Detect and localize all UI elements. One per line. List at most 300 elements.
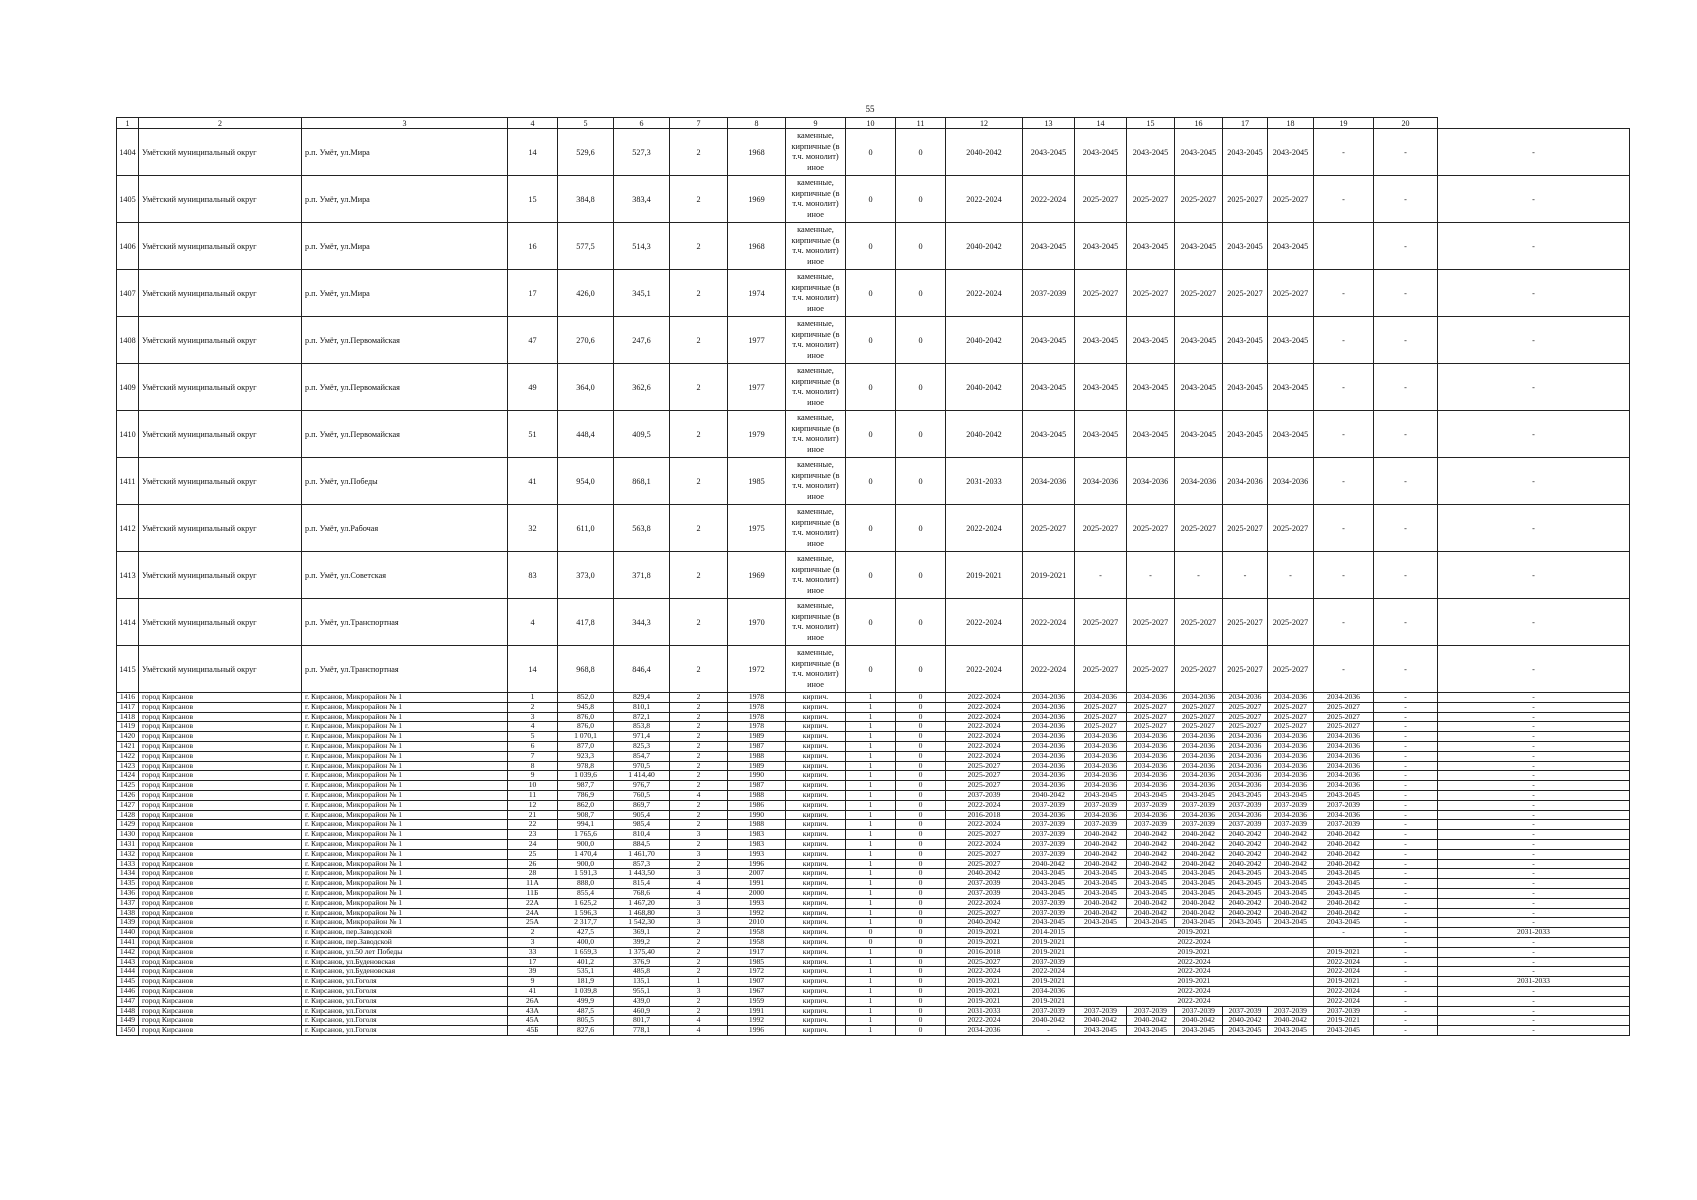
row-number-cell: 1415 (117, 646, 139, 693)
period-cell-col20: - (1438, 918, 1630, 928)
merged-period-cell: 2022-2024 (1075, 996, 1314, 1006)
period-cell-col9: 1 (846, 1006, 896, 1016)
period-cell-col15: 2040-2042 (1175, 908, 1223, 918)
row-number-cell: 1418 (117, 712, 139, 722)
period-cell-col18: 2034-2036 (1314, 810, 1374, 820)
period-cell-col11: 2016-2018 (946, 810, 1023, 820)
period-cell-col12: 2037-2039 (1023, 898, 1075, 908)
period-cell-col18: 2022-2024 (1314, 957, 1374, 967)
floors-cell: 2 (670, 820, 728, 830)
year-built-cell: 1983 (728, 839, 786, 849)
period-cell-col14: 2040-2042 (1127, 898, 1175, 908)
period-cell-col10: 0 (896, 364, 946, 411)
period-cell-col15: 2034-2036 (1175, 732, 1223, 742)
period-cell-col17: 2040-2042 (1268, 830, 1314, 840)
period-cell-col18: 2019-2021 (1314, 977, 1374, 987)
row-number-cell: 1447 (117, 996, 139, 1006)
year-built-cell: 1959 (728, 996, 786, 1006)
wall-material-cell: кирпич. (786, 781, 846, 791)
period-cell-col17: 2034-2036 (1268, 751, 1314, 761)
floors-cell: 3 (670, 908, 728, 918)
address-cell: г. Кирсанов, Микрорайон № 1 (302, 722, 508, 732)
period-cell-col9: 1 (846, 722, 896, 732)
period-cell-col20: - (1438, 1006, 1630, 1016)
row-number-cell: 1408 (117, 317, 139, 364)
period-cell-col15: 2025-2027 (1175, 505, 1223, 552)
wall-material-cell: кирпич. (786, 839, 846, 849)
year-built-cell: 1978 (728, 722, 786, 732)
area-living-cell: 810,1 (614, 702, 670, 712)
period-cell-col20: - (1438, 957, 1630, 967)
table-row (117, 888, 1630, 898)
area-living-cell: 383,4 (614, 176, 670, 223)
area-living-cell: 872,1 (614, 712, 670, 722)
floors-cell: 2 (670, 505, 728, 552)
area-living-cell: 135,1 (614, 977, 670, 987)
year-built-cell: 1967 (728, 986, 786, 996)
column-number-cell: 5 (558, 118, 614, 129)
period-cell-col14: 2043-2045 (1127, 869, 1175, 879)
floors-cell: 2 (670, 771, 728, 781)
house-number-cell: 2 (508, 702, 558, 712)
area-total-cell: 786,9 (558, 790, 614, 800)
table-row (117, 908, 1630, 918)
period-cell-col19: - (1374, 223, 1438, 270)
period-cell-col12: 2034-2036 (1023, 771, 1075, 781)
period-cell-col12: 2034-2036 (1023, 986, 1075, 996)
area-living-cell: 970,5 (614, 761, 670, 771)
area-total-cell: 987,7 (558, 781, 614, 791)
municipality-cell: Умётский муниципальный округ (139, 364, 302, 411)
period-cell-col9: 1 (846, 732, 896, 742)
year-built-cell: 1972 (728, 646, 786, 693)
period-cell-col15: 2025-2027 (1175, 599, 1223, 646)
period-cell-col13: 2043-2045 (1075, 1026, 1127, 1036)
area-living-cell: 371,8 (614, 552, 670, 599)
area-living-cell: 362,6 (614, 364, 670, 411)
year-built-cell: 1907 (728, 977, 786, 987)
period-cell-col18: 2025-2027 (1314, 722, 1374, 732)
period-cell-col9: 1 (846, 986, 896, 996)
period-cell-col19: - (1374, 947, 1438, 957)
period-cell-col17: 2034-2036 (1268, 732, 1314, 742)
house-number-cell: 3 (508, 937, 558, 947)
period-cell-col18: 2025-2027 (1314, 712, 1374, 722)
period-cell-col20: 2031-2033 (1438, 928, 1630, 938)
period-cell-col13: 2043-2045 (1075, 364, 1127, 411)
period-cell-col16: 2043-2045 (1223, 411, 1268, 458)
period-cell-col11: 2022-2024 (946, 505, 1023, 552)
column-number-cell: 1 (117, 118, 139, 129)
municipality-cell: город Кирсанов (139, 898, 302, 908)
column-number-row (117, 118, 1630, 129)
table-row (117, 947, 1630, 957)
area-total-cell: 994,1 (558, 820, 614, 830)
period-cell-col17: 2043-2045 (1268, 411, 1314, 458)
period-cell-col17: 2025-2027 (1268, 646, 1314, 693)
period-cell-col18: 2043-2045 (1314, 879, 1374, 889)
wall-material-cell: кирпич. (786, 918, 846, 928)
address-cell: г. Кирсанов, ул.Гоголя (302, 1016, 508, 1026)
area-living-cell: 527,3 (614, 129, 670, 176)
period-cell-col11: 2037-2039 (946, 790, 1023, 800)
table-row (117, 918, 1630, 928)
period-cell-col17: 2043-2045 (1268, 879, 1314, 889)
wall-material-cell: каменные, кирпичные (в т.ч. монолит) иное (786, 129, 846, 176)
period-cell-col20: - (1438, 552, 1630, 599)
period-cell-col20: - (1438, 908, 1630, 918)
municipality-cell: город Кирсанов (139, 977, 302, 987)
area-living-cell: 1 461,70 (614, 849, 670, 859)
area-total-cell: 384,8 (558, 176, 614, 223)
period-cell-col15: 2037-2039 (1175, 820, 1223, 830)
period-cell-col10: 0 (896, 1016, 946, 1026)
house-number-cell: 9 (508, 771, 558, 781)
period-cell-col16: 2040-2042 (1223, 908, 1268, 918)
period-cell-col14: 2043-2045 (1127, 223, 1175, 270)
period-cell-col9: 1 (846, 712, 896, 722)
address-cell: г. Кирсанов, Микрорайон № 1 (302, 839, 508, 849)
address-cell: г. Кирсанов, ул.Буденовская (302, 957, 508, 967)
municipality-cell: город Кирсанов (139, 830, 302, 840)
period-cell-col18: 2019-2021 (1314, 947, 1374, 957)
area-total-cell: 900,0 (558, 839, 614, 849)
municipality-cell: город Кирсанов (139, 1026, 302, 1036)
area-total-cell: 364,0 (558, 364, 614, 411)
period-cell-col18: 2040-2042 (1314, 898, 1374, 908)
house-number-cell: 10 (508, 781, 558, 791)
period-cell-col15: 2040-2042 (1175, 898, 1223, 908)
period-cell-col16: 2037-2039 (1223, 1006, 1268, 1016)
period-cell-col20: - (1438, 820, 1630, 830)
period-cell-col11: 2040-2042 (946, 223, 1023, 270)
area-living-cell: 345,1 (614, 270, 670, 317)
row-number-cell: 1425 (117, 781, 139, 791)
area-total-cell: 862,0 (558, 800, 614, 810)
period-cell-col12: 2043-2045 (1023, 918, 1075, 928)
address-cell: г. Кирсанов, ул.Гоголя (302, 1006, 508, 1016)
floors-cell: 2 (670, 702, 728, 712)
period-cell-col9: 1 (846, 1016, 896, 1026)
house-number-cell: 11Б (508, 888, 558, 898)
row-number-cell: 1417 (117, 702, 139, 712)
floors-cell: 2 (670, 732, 728, 742)
table-row (117, 223, 1630, 270)
wall-material-cell: каменные, кирпичные (в т.ч. монолит) иное (786, 176, 846, 223)
period-cell-col9: 1 (846, 888, 896, 898)
wall-material-cell: кирпич. (786, 947, 846, 957)
period-cell-col14: 2025-2027 (1127, 270, 1175, 317)
table-row (117, 1016, 1630, 1026)
period-cell-col11: 2025-2027 (946, 957, 1023, 967)
wall-material-cell: каменные, кирпичные (в т.ч. монолит) иное (786, 505, 846, 552)
period-cell-col14: 2025-2027 (1127, 505, 1175, 552)
row-number-cell: 1406 (117, 223, 139, 270)
period-cell-col11: 2022-2024 (946, 1016, 1023, 1026)
period-cell-col14: 2034-2036 (1127, 771, 1175, 781)
period-cell-col18: - (1314, 176, 1374, 223)
merged-period-cell: 2019-2021 (1075, 928, 1314, 938)
municipality-cell: Умётский муниципальный округ (139, 317, 302, 364)
merged-period-cell: 2022-2024 (1075, 957, 1314, 967)
year-built-cell: 1977 (728, 317, 786, 364)
area-living-cell: 825,3 (614, 741, 670, 751)
period-cell-col12: 2019-2021 (1023, 937, 1075, 947)
municipality-cell: город Кирсанов (139, 879, 302, 889)
period-cell-col17: 2034-2036 (1268, 741, 1314, 751)
period-cell-col16: 2034-2036 (1223, 810, 1268, 820)
period-cell-col20: - (1438, 1026, 1630, 1036)
municipality-cell: город Кирсанов (139, 810, 302, 820)
area-total-cell: 181,9 (558, 977, 614, 987)
house-number-cell: 28 (508, 869, 558, 879)
period-cell-col10: 0 (896, 849, 946, 859)
year-built-cell: 1996 (728, 1026, 786, 1036)
floors-cell: 2 (670, 957, 728, 967)
period-cell-col10: 0 (896, 869, 946, 879)
wall-material-cell: кирпич. (786, 712, 846, 722)
period-cell-col18: - (1314, 928, 1374, 938)
municipality-cell: город Кирсанов (139, 722, 302, 732)
address-cell: р.п. Умёт, ул.Мира (302, 270, 508, 317)
period-cell-col11: 2022-2024 (946, 820, 1023, 830)
period-cell-col10: 0 (896, 505, 946, 552)
period-cell-col13: 2043-2045 (1075, 790, 1127, 800)
area-living-cell: 399,2 (614, 937, 670, 947)
area-living-cell: 955,1 (614, 986, 670, 996)
row-number-cell: 1423 (117, 761, 139, 771)
floors-cell: 2 (670, 761, 728, 771)
house-number-cell: 1 (508, 693, 558, 703)
address-cell: р.п. Умёт, ул.Советская (302, 552, 508, 599)
period-cell-col11: 2022-2024 (946, 646, 1023, 693)
column-number-cell: 15 (1127, 118, 1175, 129)
period-cell-col9: 1 (846, 996, 896, 1006)
year-built-cell: 1991 (728, 879, 786, 889)
area-living-cell: 563,8 (614, 505, 670, 552)
floors-cell: 2 (670, 967, 728, 977)
period-cell-col16: 2040-2042 (1223, 898, 1268, 908)
period-cell-col10: 0 (896, 741, 946, 751)
row-number-cell: 1412 (117, 505, 139, 552)
area-total-cell: 827,6 (558, 1026, 614, 1036)
period-cell-col13: 2025-2027 (1075, 702, 1127, 712)
row-number-cell: 1430 (117, 830, 139, 840)
period-cell-col10: 0 (896, 839, 946, 849)
period-cell-col19: - (1374, 411, 1438, 458)
address-cell: г. Кирсанов, Микрорайон № 1 (302, 898, 508, 908)
period-cell-col19: - (1374, 458, 1438, 505)
period-cell-col20: - (1438, 996, 1630, 1006)
period-cell-col19: - (1374, 839, 1438, 849)
municipality-cell: город Кирсанов (139, 937, 302, 947)
period-cell-col12: 2034-2036 (1023, 712, 1075, 722)
period-cell-col18: - (1314, 270, 1374, 317)
area-living-cell: 829,4 (614, 693, 670, 703)
period-cell-col19: - (1374, 751, 1438, 761)
column-number-cell: 4 (508, 118, 558, 129)
period-cell-col20: - (1438, 458, 1630, 505)
table-row (117, 928, 1630, 938)
period-cell-col18: 2043-2045 (1314, 918, 1374, 928)
row-number-cell: 1445 (117, 977, 139, 987)
period-cell-col13: 2040-2042 (1075, 1016, 1127, 1026)
floors-cell: 4 (670, 790, 728, 800)
period-cell-col12: 2043-2045 (1023, 364, 1075, 411)
period-cell-col14: 2034-2036 (1127, 458, 1175, 505)
area-total-cell: 876,0 (558, 712, 614, 722)
period-cell-col10: 0 (896, 761, 946, 771)
period-cell-col17: 2034-2036 (1268, 458, 1314, 505)
area-total-cell: 417,8 (558, 599, 614, 646)
period-cell-col17: 2025-2027 (1268, 722, 1314, 732)
period-cell-col13: 2043-2045 (1075, 129, 1127, 176)
period-cell-col16: 2043-2045 (1223, 1026, 1268, 1036)
period-cell-col18: - (1314, 411, 1374, 458)
period-cell-col9: 1 (846, 790, 896, 800)
period-cell-col9: 1 (846, 693, 896, 703)
period-cell-col19: - (1374, 869, 1438, 879)
wall-material-cell: кирпич. (786, 693, 846, 703)
period-cell-col14: 2040-2042 (1127, 849, 1175, 859)
area-total-cell: 852,0 (558, 693, 614, 703)
municipality-cell: город Кирсанов (139, 869, 302, 879)
period-cell-col18: - (1314, 317, 1374, 364)
year-built-cell: 1978 (728, 712, 786, 722)
row-number-cell: 1405 (117, 176, 139, 223)
period-cell-col15: 2040-2042 (1175, 849, 1223, 859)
floors-cell: 2 (670, 552, 728, 599)
period-cell-col20: - (1438, 741, 1630, 751)
period-cell-col20: - (1438, 839, 1630, 849)
column-number-cell: 14 (1075, 118, 1127, 129)
address-cell: г. Кирсанов, Микрорайон № 1 (302, 859, 508, 869)
period-cell-col9: 1 (846, 849, 896, 859)
period-cell-col20: - (1438, 898, 1630, 908)
period-cell-col14: 2043-2045 (1127, 918, 1175, 928)
wall-material-cell: кирпич. (786, 751, 846, 761)
period-cell-col15: 2034-2036 (1175, 810, 1223, 820)
period-cell-col13: 2034-2036 (1075, 732, 1127, 742)
house-number-cell: 5 (508, 732, 558, 742)
period-cell-col18: 2034-2036 (1314, 751, 1374, 761)
period-cell-col14: 2034-2036 (1127, 761, 1175, 771)
period-cell-col17: 2025-2027 (1268, 176, 1314, 223)
period-cell-col10: 0 (896, 693, 946, 703)
house-number-cell: 11А (508, 879, 558, 889)
period-cell-col13: 2037-2039 (1075, 800, 1127, 810)
municipality-cell: город Кирсанов (139, 732, 302, 742)
address-cell: г. Кирсанов, Микрорайон № 1 (302, 869, 508, 879)
period-cell-col10: 0 (896, 458, 946, 505)
floors-cell: 2 (670, 176, 728, 223)
period-cell-col19: - (1374, 712, 1438, 722)
period-cell-col11: 2022-2024 (946, 722, 1023, 732)
table-row (117, 751, 1630, 761)
period-cell-col11: 2040-2042 (946, 317, 1023, 364)
year-built-cell: 1988 (728, 790, 786, 800)
period-cell-col13: 2034-2036 (1075, 771, 1127, 781)
period-cell-col15: 2040-2042 (1175, 859, 1223, 869)
period-cell-col11: 2022-2024 (946, 732, 1023, 742)
period-cell-col20: - (1438, 751, 1630, 761)
house-number-cell: 41 (508, 986, 558, 996)
floors-cell: 3 (670, 898, 728, 908)
period-cell-col9: 1 (846, 771, 896, 781)
house-number-cell: 26А (508, 996, 558, 1006)
area-living-cell: 1 467,20 (614, 898, 670, 908)
period-cell-col15: 2037-2039 (1175, 800, 1223, 810)
municipality-cell: город Кирсанов (139, 986, 302, 996)
period-cell-col12: 2034-2036 (1023, 761, 1075, 771)
municipality-cell: город Кирсанов (139, 781, 302, 791)
period-cell-col13: 2040-2042 (1075, 898, 1127, 908)
row-number-cell: 1440 (117, 928, 139, 938)
municipality-cell: город Кирсанов (139, 859, 302, 869)
row-number-cell: 1431 (117, 839, 139, 849)
area-living-cell: 485,8 (614, 967, 670, 977)
period-cell-col18: 2043-2045 (1314, 869, 1374, 879)
period-cell-col18: 2025-2027 (1314, 702, 1374, 712)
column-number-cell: 16 (1175, 118, 1223, 129)
period-cell-col13: 2043-2045 (1075, 879, 1127, 889)
municipality-cell: Умётский муниципальный округ (139, 646, 302, 693)
municipality-cell: город Кирсанов (139, 1006, 302, 1016)
area-total-cell: 945,8 (558, 702, 614, 712)
period-cell-col10: 0 (896, 712, 946, 722)
period-cell-col19: - (1374, 270, 1438, 317)
period-cell-col14: 2025-2027 (1127, 599, 1175, 646)
period-cell-col16: 2040-2042 (1223, 839, 1268, 849)
area-living-cell: 1 375,40 (614, 947, 670, 957)
period-cell-col19: - (1374, 849, 1438, 859)
period-cell-col14: 2034-2036 (1127, 810, 1175, 820)
period-cell-col15: 2040-2042 (1175, 830, 1223, 840)
row-number-cell: 1444 (117, 967, 139, 977)
period-cell-col17: 2043-2045 (1268, 223, 1314, 270)
table-row (117, 781, 1630, 791)
period-cell-col17: 2043-2045 (1268, 1026, 1314, 1036)
house-number-cell: 23 (508, 830, 558, 840)
area-total-cell: 888,0 (558, 879, 614, 889)
wall-material-cell: кирпич. (786, 928, 846, 938)
period-cell-col18: - (1314, 364, 1374, 411)
address-cell: г. Кирсанов, Микрорайон № 1 (302, 820, 508, 830)
municipality-cell: Умётский муниципальный округ (139, 505, 302, 552)
address-cell: г. Кирсанов, пер.Заводской (302, 937, 508, 947)
floors-cell: 2 (670, 722, 728, 732)
period-cell-col16: 2034-2036 (1223, 693, 1268, 703)
row-number-cell: 1428 (117, 810, 139, 820)
house-number-cell: 45А (508, 1016, 558, 1026)
table-row (117, 741, 1630, 751)
table-row (117, 879, 1630, 889)
period-cell-col17: 2037-2039 (1268, 800, 1314, 810)
period-cell-col19: - (1374, 1006, 1438, 1016)
address-cell: г. Кирсанов, Микрорайон № 1 (302, 693, 508, 703)
period-cell-col18: 2034-2036 (1314, 693, 1374, 703)
area-total-cell: 900,0 (558, 859, 614, 869)
year-built-cell: 1985 (728, 458, 786, 505)
year-built-cell: 1978 (728, 693, 786, 703)
period-cell-col19: - (1374, 986, 1438, 996)
period-cell-col12: 2034-2036 (1023, 732, 1075, 742)
period-cell-col18: 2034-2036 (1314, 732, 1374, 742)
page-number: 55 (865, 104, 875, 114)
period-cell-col16: 2040-2042 (1223, 849, 1268, 859)
row-number-cell: 1439 (117, 918, 139, 928)
column-number-cell: 8 (728, 118, 786, 129)
